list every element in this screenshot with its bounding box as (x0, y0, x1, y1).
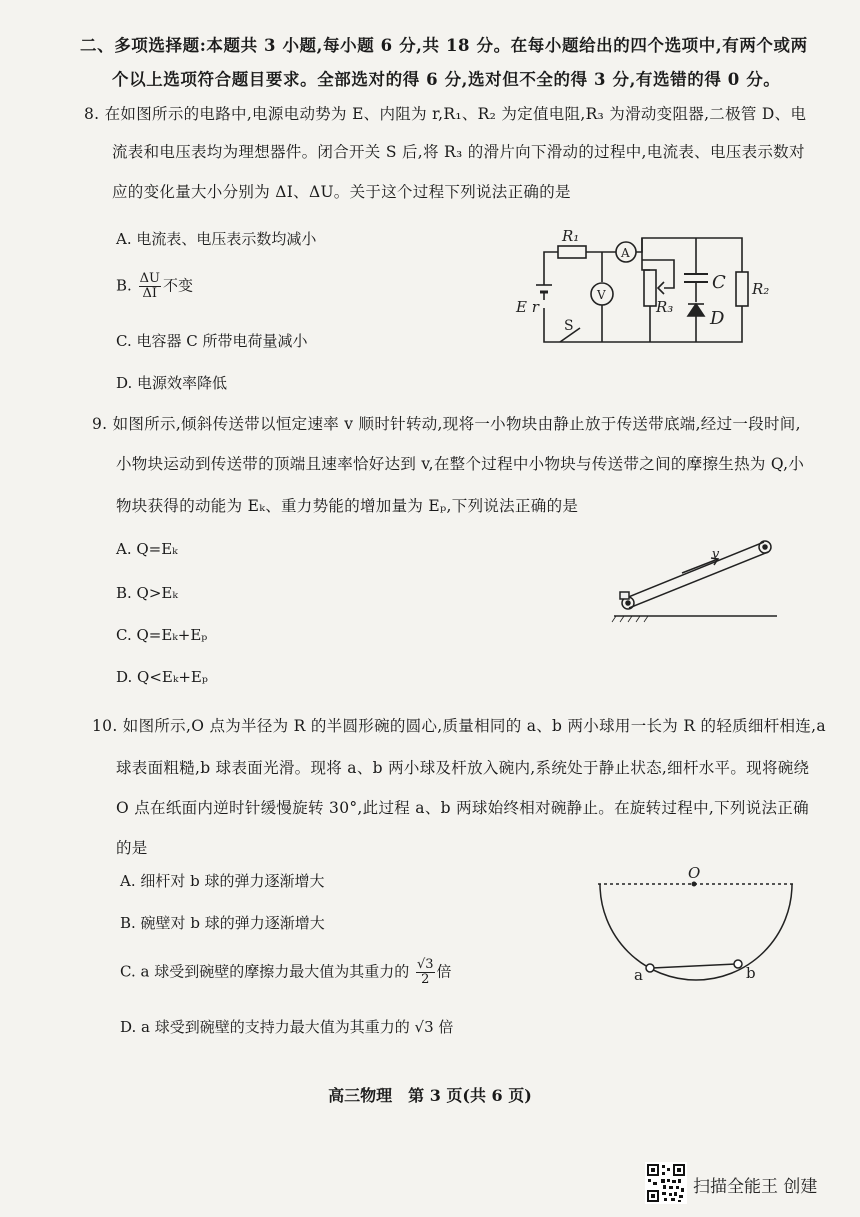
q10-text-line4: 的是 (116, 839, 148, 857)
label-diode: D (710, 308, 725, 329)
q8-text-line2: 流表和电压表均为理想器件。闭合开关 S 后,将 R₃ 的滑片向下滑动的过程中,电流表、电压表示数对 (112, 143, 805, 161)
q8-option-d: D. 电源效率降低 (116, 374, 228, 392)
q9-text-line3: 物块获得的动能为 Eₖ、重力势能的增加量为 Eₚ,下列说法正确的是 (116, 497, 579, 515)
q9-option-c: C. Q=Eₖ+Eₚ (116, 626, 208, 644)
resistor-r3 (644, 270, 656, 306)
resistor-r2 (736, 272, 748, 306)
label-o: O (688, 864, 701, 882)
wire-top-right (636, 238, 742, 272)
q8-text-line3: 应的变化量大小分别为 ΔI、ΔU。关于这个过程下列说法正确的是 (112, 183, 571, 201)
block (620, 592, 629, 599)
label-r3: R₃ (656, 298, 674, 316)
watermark-text: 扫描全能王 创建 (693, 1177, 818, 1197)
scanner-watermark (645, 1162, 845, 1206)
q10-bowl-diagram (596, 866, 796, 996)
label-r2: R₂ (752, 280, 770, 298)
resistor-r1 (558, 246, 586, 258)
wire-left-top (544, 252, 558, 285)
q9-text-line1: 9. 如图所示,倾斜传送带以恒定速率 v 顺时针转动,现将一小物块由静止放于传送带底端,经过一段时间, (92, 415, 801, 433)
q10-text-line3: O 点在纸面内逆时针缓慢旋转 30°,此过程 a、b 两球始终相对碗静止。在旋转过程中,下列说法正确 (116, 799, 809, 817)
label-r1: R₁ (562, 227, 580, 245)
q9-option-a: A. Q=Eₖ (116, 540, 178, 558)
q8-option-c: C. 电容器 C 所带电荷量减小 (116, 332, 308, 350)
q8-option-b-fraction: $\frac{\Delta U}{\Delta I}$ (139, 271, 160, 301)
qr-code-icon (645, 1162, 687, 1204)
q10-text-line1: 10. 如图所示,O 点为半径为 R 的半圆形碗的圆心,质量相同的 a、b 两小球用一长为 R 的轻质细杆相连,a (92, 717, 826, 735)
q10-option-c-fraction: $\frac{√3}{2}$ (416, 957, 434, 987)
q10-option-c: C. a 球受到碗壁的摩擦力最大值为其重力的 $\frac{√3}{2}$ 倍 (120, 957, 452, 987)
ball-b (734, 960, 742, 968)
label-voltmeter: V (597, 288, 606, 302)
label-a: a (634, 966, 643, 984)
q9-option-b: B. Q>Eₖ (116, 584, 178, 602)
q10-option-a: A. 细杆对 b 球的弹力逐渐增大 (120, 872, 325, 890)
label-switch: S (564, 318, 574, 334)
label-ammeter: A (621, 246, 630, 260)
section-header-line1: 二、多项选择题:本题共 3 小题,每小题 6 分,共 18 分。在每小题给出的四个选项中,有两个或两 (80, 36, 808, 55)
section-header-line2: 个以上选项符合题目要求。全部选对的得 6 分,选对但不全的得 3 分,有选错的得 0 分。 (112, 70, 781, 89)
belt-bottom (629, 552, 768, 608)
q8-option-a: A. 电流表、电压表示数均减小 (116, 230, 317, 248)
label-b: b (746, 964, 756, 982)
q8-option-b: B. $\frac{\Delta U}{\Delta I}$ 不变 (116, 271, 193, 301)
q10-text-line2: 球表面粗糙,b 球表面光滑。现将 a、b 两小球及杆放入碗内,系统处于静止状态,细杆水平。现将碗绕 (116, 759, 810, 777)
q10-option-d: D. a 球受到碗壁的支持力最大值为其重力的 √3 倍 (120, 1018, 454, 1036)
label-battery: E r (516, 298, 539, 316)
q9-option-d: D. Q<Eₖ+Eₚ (116, 668, 208, 686)
q8-circuit-diagram (516, 227, 770, 360)
label-v: v (712, 547, 720, 562)
diode (688, 304, 704, 316)
rod (652, 964, 736, 968)
q9-conveyor-diagram (612, 536, 782, 626)
belt-top (626, 542, 764, 598)
q10-option-b: B. 碗壁对 b 球的弹力逐渐增大 (120, 914, 325, 932)
q9-text-line2: 小物块运动到传送带的顶端且速率恰好达到 v,在整个过程中小物块与传送带之间的摩擦生热为 Q,小 (116, 455, 805, 473)
q8-text-line1: 8. 在如图所示的电路中,电源电动势为 E、内阻为 r,R₁、R₂ 为定值电阻,R₃ 为滑动变阻器,二极管 D、电 (84, 105, 807, 123)
ball-a (646, 964, 654, 972)
page-footer: 高三物理 第 3 页(共 6 页) (328, 1086, 532, 1105)
label-capacitor: C (712, 272, 726, 293)
center-o (692, 882, 697, 887)
